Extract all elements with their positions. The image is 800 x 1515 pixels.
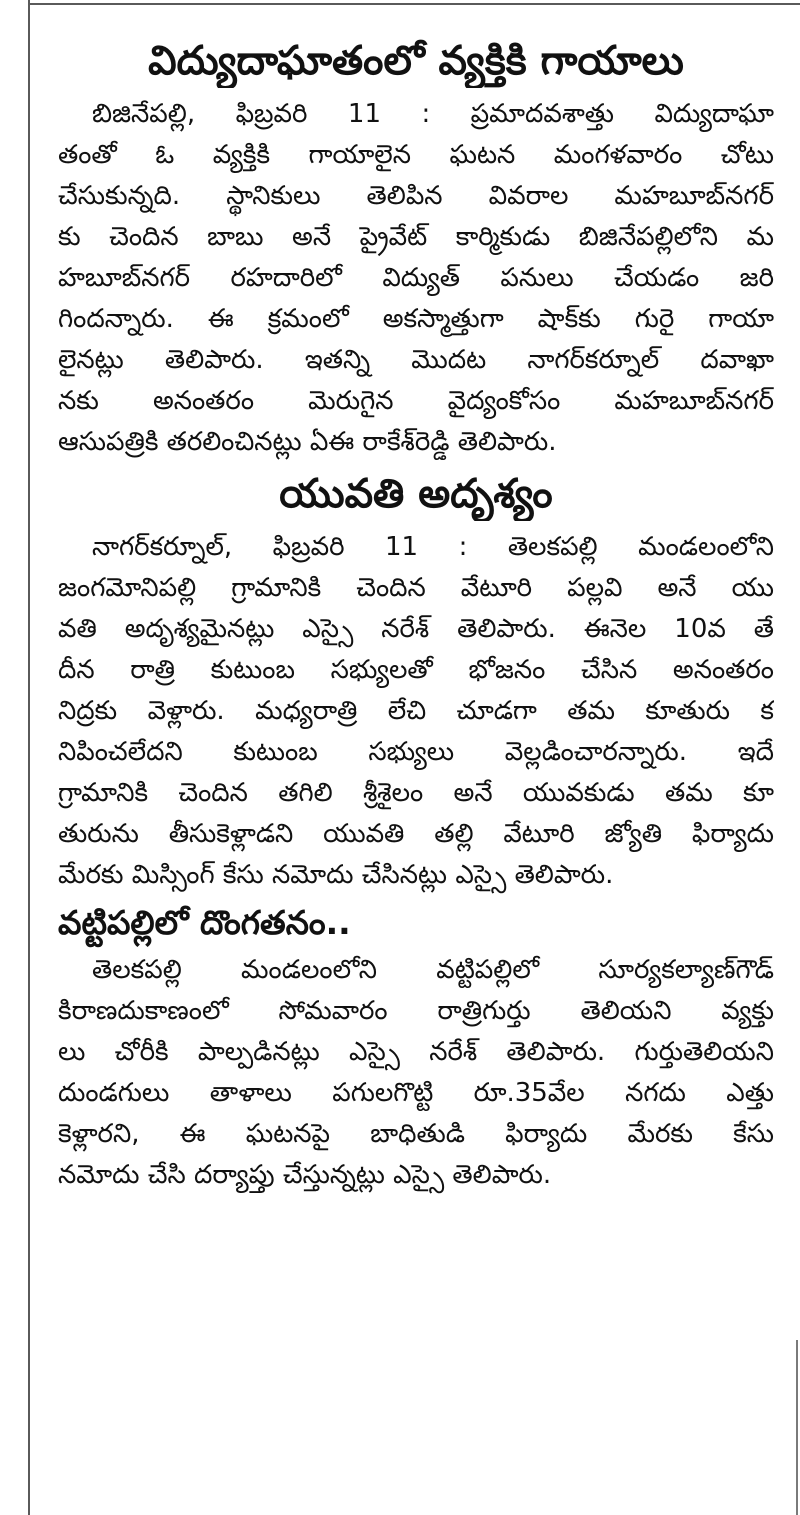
article-body-missing-woman [58, 527, 774, 896]
article-headline-theft: వట్టిపల్లిలో దొంగతనం.. [58, 903, 351, 942]
article-line: కెళ్లారని, ఈ ఘటనపై బాధితుడి ఫిర్యాదు మేరకు కేసు [58, 1119, 774, 1149]
article-body-electrocution [58, 94, 774, 463]
article-line: ఆసుపత్రికి తరలించినట్లు ఏఈ రాకేశ్‌రెడ్డి తెలిపారు. [58, 427, 557, 457]
article-line: దీన రాత్రి కుటుంబ సభ్యులతో భోజనం చేసిన అనంతరం [58, 655, 774, 685]
article-line: తంతో ఓ వ్యక్తికి గాయాలైన ఘటన మంగళవారం చోటు [58, 140, 774, 170]
article-line: హబూబ్‌నగర్ రహదారిలో విద్యుత్ పనులు చేయడం జరి [58, 263, 774, 293]
article-line: జంగమోనిపల్లి గ్రామానికి చెందిన వేటూరి పల్లవి అనే యు [58, 573, 774, 603]
clipping-content [58, 34, 774, 1196]
article-line: నిద్రకు వెళ్లారు. మధ్యరాత్రి లేచి చూడగా తమ కూతురు క [58, 696, 774, 726]
article-line: వతి అదృశ్యమైనట్లు ఎస్సై నరేశ్ తెలిపారు. ఈనెల 10వ తే [58, 614, 774, 644]
article-line: తురును తీసుకెళ్లాడని యువతి తల్లి వేటూరి జ్యోతి ఫిర్యాదు [58, 819, 774, 849]
article-line: గ్రామానికి చెందిన తగిలి శ్రీశైలం అనే యువకుడు తమ కూ [58, 778, 774, 808]
article-line: బిజినేపల్లి, ఫిబ్రవరి 11 : ప్రమాదవశాత్తు విద్యుదాఘా [92, 99, 774, 129]
article-headline-missing-woman: యువతి అదృశ్యం [279, 471, 553, 517]
article-line: కిరాణదుకాణంలో సోమవారం రాత్రిగుర్తు తెలియని వ్యక్తు [58, 996, 774, 1026]
top-border-rule [30, 3, 800, 5]
article-body-theft [58, 950, 774, 1196]
left-border-rule [28, 0, 30, 1515]
right-border-rule [796, 1340, 798, 1515]
article-line: నకు అనంతరం మెరుగైన వైద్యంకోసం మహబూబ్‌నగర్ [58, 386, 774, 416]
article-line: లైనట్లు తెలిపారు. ఇతన్ని మొదట నాగర్‌కర్నూల్ దవాఖా [58, 345, 774, 375]
article-line: నాగర్‌కర్నూల్, ఫిబ్రవరి 11 : తెలకపల్లి మండలంలోని [92, 532, 774, 562]
article-line: గిందన్నారు. ఈ క్రమంలో అకస్మాత్తుగా షాక్‌కు గురై గాయా [58, 304, 774, 334]
article-line: తెలకపల్లి మండలంలోని వట్టిపల్లిలో సూర్యకల్యాణ్‌గౌడ్ [92, 955, 774, 985]
article-line: కు చెందిన బాబు అనే ప్రైవేట్ కార్మికుడు బిజినేపల్లిలోని మ [58, 222, 774, 252]
article-line: మేరకు మిస్సింగ్ కేసు నమోదు చేసినట్లు ఎస్సై తెలిపారు. [58, 860, 614, 890]
article-line: నమోదు చేసి దర్యాప్తు చేస్తున్నట్లు ఎస్సై తెలిపారు. [58, 1160, 552, 1190]
article-line: లు చోరీకి పాల్పడినట్లు ఎస్సై నరేశ్ తెలిపారు. గుర్తుతెలియని [58, 1037, 774, 1067]
article-line: చేసుకున్నది. స్థానికులు తెలిపిన వివరాల మహబూబ్‌నగర్ [58, 181, 774, 211]
article-headline-electrocution: విద్యుదాఘాతంలో వ్యక్తికి గాయాలు [148, 38, 684, 84]
article-line: దుండగులు తాళాలు పగులగొట్టి రూ.35వేల నగదు ఎత్తు [58, 1078, 774, 1108]
article-line: నిపించలేదని కుటుంబ సభ్యులు వెల్లడించారన్నారు. ఇదే [58, 737, 774, 767]
